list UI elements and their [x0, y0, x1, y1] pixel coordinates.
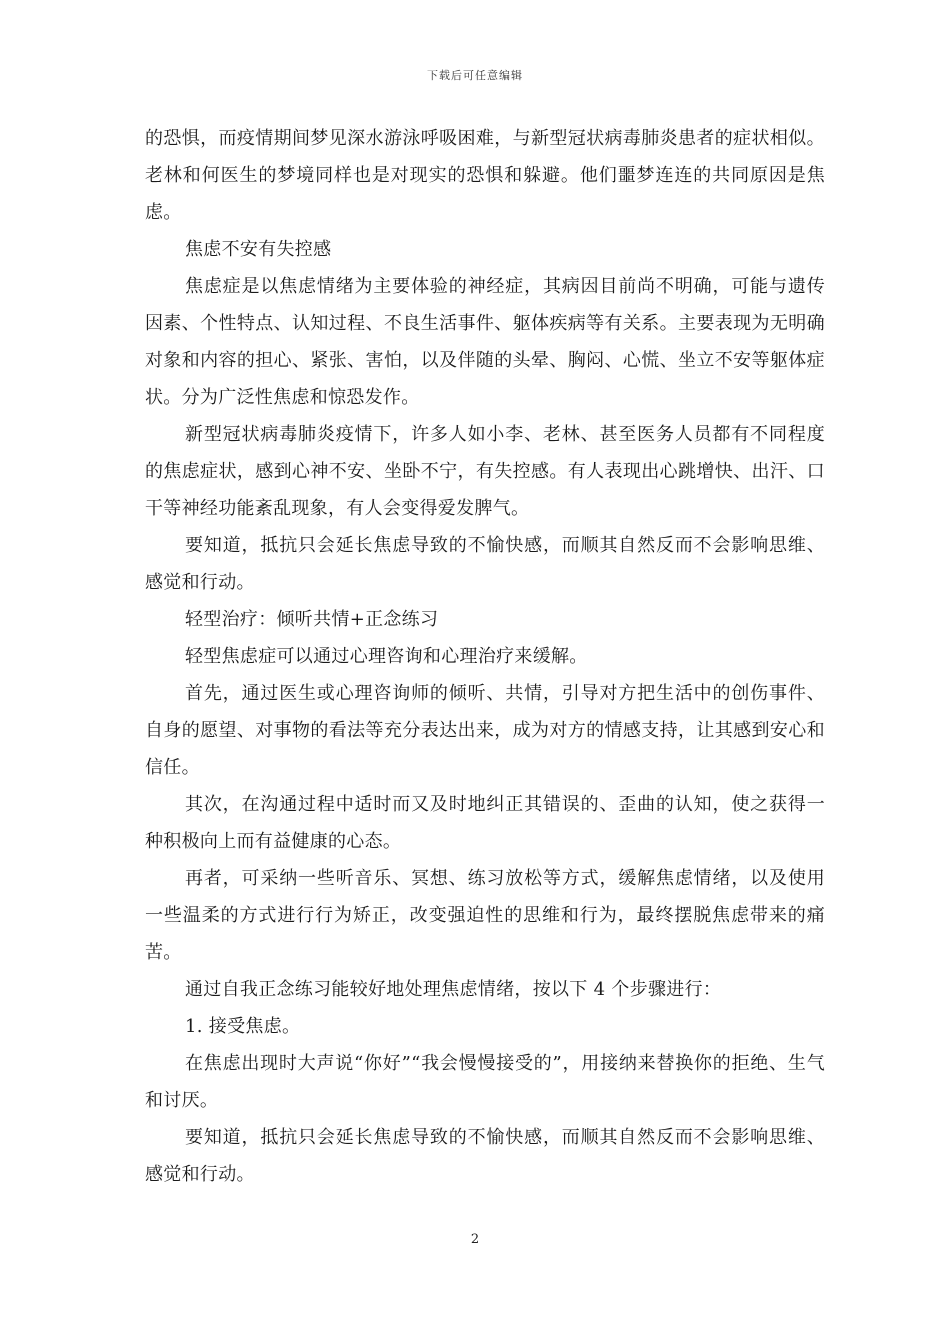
paragraph: 要知道，抵抗只会延长焦虑导致的不愉快感，而顺其自然反而不会影响思维、感觉和行动。 [145, 535, 825, 593]
paragraph: 首先，通过医生或心理咨询师的倾听、共情，引导对方把生活中的创伤事件、自身的愿望、对事物的看法等充分表达出来，成为对方的情感支持，让其感到安心和信任。 [145, 683, 825, 778]
page-number: 2 [470, 1232, 480, 1247]
paragraph-continuation: 的恐惧，而疫情期间梦见深水游泳呼吸困难，与新型冠状病毒肺炎患者的症状相似。老林和何医生的梦境同样也是对现实的恐惧和躲避。他们噩梦连连的共同原因是焦虑。 [145, 128, 825, 223]
section-heading: 焦虑不安有失控感 [185, 239, 332, 260]
section-heading: 轻型治疗：倾听共情+正念练习 [185, 609, 439, 630]
paragraph: 焦虑症是以焦虑情绪为主要体验的神经症，其病因目前尚不明确，可能与遗传因素、个性特点、认知过程、不良生活事件、躯体疾病等有关系。主要表现为无明确对象和内容的担心、紧张、害怕，以及伴随的头晕、胸闷、心慌、坐立不安等躯体症状。分为广泛性焦虑和惊恐发作。 [145, 276, 825, 408]
paragraph: 轻型焦虑症可以通过心理咨询和心理治疗来缓解。 [185, 646, 588, 667]
paragraph: 通过自我正念练习能较好地处理焦虑情绪，按以下 4 个步骤进行： [185, 979, 722, 1000]
list-step: 1. 接受焦虑。 [185, 1016, 301, 1037]
paragraph: 新型冠状病毒肺炎疫情下，许多人如小李、老林、甚至医务人员都有不同程度的焦虑症状，感到心神不安、坐卧不宁，有失控感。有人表现出心跳增快、出汗、口干等神经功能紊乱现象，有人会变得爱发脾气。 [145, 424, 825, 519]
paragraph: 再者，可采纳一些听音乐、冥想、练习放松等方式，缓解焦虑情绪，以及使用一些温柔的方式进行行为矫正，改变强迫性的思维和行为，最终摆脱焦虑带来的痛苦。 [145, 868, 825, 963]
document-body [145, 120, 825, 1193]
paragraph: 其次，在沟通过程中适时而又及时地纠正其错误的、歪曲的认知，使之获得一种积极向上而有益健康的心态。 [145, 794, 825, 852]
paragraph: 要知道，抵抗只会延长焦虑导致的不愉快感，而顺其自然反而不会影响思维、感觉和行动。 [145, 1127, 825, 1185]
page-header: 下载后可任意编辑 [427, 69, 523, 82]
paragraph: 在焦虑出现时大声说“你好”“我会慢慢接受的”，用接纳来替换你的拒绝、生气和讨厌。 [145, 1053, 825, 1111]
